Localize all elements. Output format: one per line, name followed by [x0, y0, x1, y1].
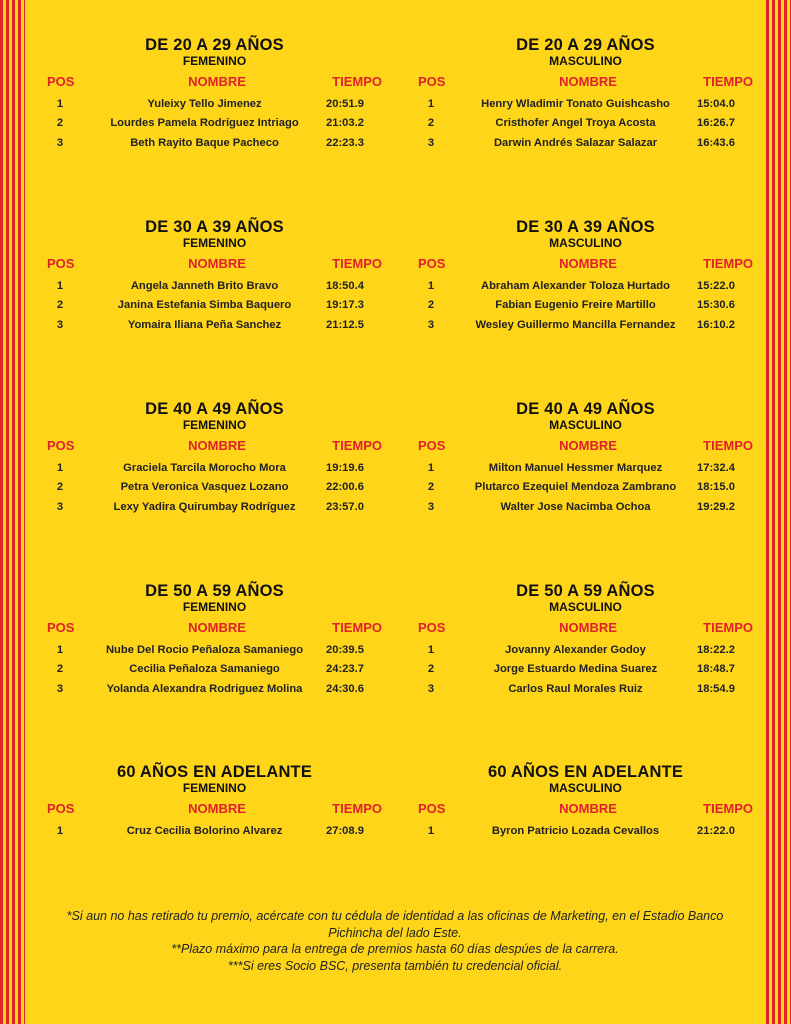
table-row: [418, 663, 753, 682]
header-tiempo: TIEMPO: [332, 438, 382, 453]
row-name: Cristhofer Angel Troya Acosta: [495, 117, 656, 130]
header-tiempo: TIEMPO: [703, 620, 753, 635]
header-pos: POS: [47, 74, 75, 89]
table-header: [47, 438, 382, 458]
row-pos: 3: [56, 500, 64, 513]
header-pos: POS: [418, 256, 446, 271]
group-subtitle: MASCULINO: [549, 781, 622, 795]
row-name: Nube Del Rocio Peñaloza Samaniego: [105, 644, 304, 656]
results-group: [47, 400, 382, 520]
header-pos: POS: [418, 438, 446, 453]
group-title: DE 40 A 49 AÑOS: [145, 400, 284, 418]
row-pos: 3: [56, 682, 64, 695]
results-group: [418, 36, 753, 156]
row-pos: 2: [56, 663, 64, 676]
table-row: [47, 644, 382, 663]
header-pos: POS: [418, 801, 446, 816]
group-title: DE 50 A 59 AÑOS: [145, 582, 284, 600]
row-pos: 3: [427, 500, 435, 513]
row-name: Plutarco Ezequiel Mendoza Zambrano: [474, 481, 677, 494]
header-tiempo: TIEMPO: [332, 256, 382, 271]
table-row: [418, 501, 753, 520]
row-time: 17:32.4: [697, 462, 735, 474]
row-name: Walter Jose Nacimba Ochoa: [500, 500, 651, 513]
table-header: [47, 620, 382, 640]
table-header: [418, 438, 753, 458]
table-row: [418, 319, 753, 338]
header-tiempo: TIEMPO: [332, 620, 382, 635]
table-header: [47, 256, 382, 276]
group-subtitle: MASCULINO: [549, 54, 622, 68]
header-nombre: NOMBRE: [188, 74, 246, 89]
table-row: [47, 299, 382, 318]
table-row: [47, 462, 382, 481]
table-header: [47, 74, 382, 94]
header-tiempo: TIEMPO: [703, 256, 753, 271]
row-pos: 2: [427, 481, 435, 494]
table-row: [47, 117, 382, 136]
row-name: Yuleixy Tello Jimenez: [147, 98, 262, 110]
row-pos: 1: [427, 644, 435, 656]
row-name: Jovanny Alexander Godoy: [505, 644, 646, 656]
row-name: Fabian Eugenio Freire Martillo: [495, 299, 656, 312]
row-time: 18:48.7: [697, 663, 735, 676]
row-name: Carlos Raul Morales Ruiz: [508, 682, 643, 695]
group-subtitle: FEMENINO: [182, 600, 247, 614]
footer-note-1: *Si aun no has retirado tu premio, acércate con tu cédula de identidad a las oficinas de Marketing, en el Estadio Banco Pichincha del lado Este.: [66, 909, 724, 940]
table-row: [418, 481, 753, 500]
row-name: Graciela Tarcila Morocho Mora: [123, 462, 286, 474]
row-name: Byron Patricio Lozada Cevallos: [491, 825, 660, 837]
group-subtitle: MASCULINO: [549, 418, 622, 432]
table-row: [418, 280, 753, 299]
row-time: 22:00.6: [326, 481, 364, 494]
row-pos: 1: [427, 280, 435, 292]
row-pos: 1: [427, 98, 435, 110]
header-nombre: NOMBRE: [559, 74, 617, 89]
row-time: 21:03.2: [326, 117, 364, 130]
group-title: DE 30 A 39 AÑOS: [516, 218, 655, 236]
row-name: Petra Veronica Vasquez Lozano: [120, 481, 289, 494]
row-pos: 1: [56, 280, 64, 292]
row-pos: 3: [56, 136, 64, 149]
header-tiempo: TIEMPO: [703, 801, 753, 816]
table-header: [418, 801, 753, 821]
row-time: 19:29.2: [697, 500, 735, 513]
row-time: 16:10.2: [697, 318, 735, 331]
header-tiempo: TIEMPO: [332, 801, 382, 816]
table-row: [47, 98, 382, 117]
table-header: [418, 256, 753, 276]
table-row: [47, 825, 382, 844]
row-time: 19:19.6: [326, 462, 364, 474]
row-pos: 3: [56, 318, 64, 331]
header-tiempo: TIEMPO: [703, 438, 753, 453]
row-time: 20:39.5: [326, 644, 364, 656]
row-pos: 2: [427, 663, 435, 676]
table-row: [47, 481, 382, 500]
row-time: 23:57.0: [326, 500, 364, 513]
row-name: Abraham Alexander Toloza Hurtado: [481, 280, 670, 292]
header-tiempo: TIEMPO: [332, 74, 382, 89]
row-time: 18:15.0: [697, 481, 735, 494]
results-group: [47, 763, 382, 844]
header-pos: POS: [47, 256, 75, 271]
group-title: 60 AÑOS EN ADELANTE: [116, 763, 313, 781]
group-title: DE 40 A 49 AÑOS: [516, 400, 655, 418]
row-pos: 1: [427, 462, 435, 474]
table-header: [418, 620, 753, 640]
group-subtitle: FEMENINO: [182, 54, 247, 68]
row-time: 19:17.3: [326, 299, 364, 312]
group-title: DE 30 A 39 AÑOS: [145, 218, 284, 236]
row-time: 24:23.7: [326, 663, 364, 676]
header-pos: POS: [47, 801, 75, 816]
row-pos: 3: [427, 136, 435, 149]
table-row: [47, 501, 382, 520]
row-name: Angela Janneth Brito Bravo: [130, 280, 279, 292]
header-pos: POS: [418, 74, 446, 89]
row-name: Henry Wladimir Tonato Guishcasho: [481, 98, 670, 110]
table-header: [418, 74, 753, 94]
row-pos: 2: [56, 117, 64, 130]
row-time: 21:12.5: [326, 318, 364, 331]
row-name: Darwin Andrés Salazar Salazar: [493, 136, 658, 149]
header-pos: POS: [418, 620, 446, 635]
results-group: [418, 763, 753, 844]
row-name: Jorge Estuardo Medina Suarez: [493, 663, 658, 676]
row-name: Lourdes Pamela Rodríguez Intriago: [110, 117, 299, 130]
row-time: 22:23.3: [326, 136, 364, 149]
table-row: [47, 683, 382, 702]
header-nombre: NOMBRE: [188, 801, 246, 816]
row-pos: 2: [427, 299, 435, 312]
results-group: [47, 218, 382, 338]
row-time: 16:26.7: [697, 117, 735, 130]
right-stripe-border: [766, 0, 791, 1024]
row-pos: 3: [427, 682, 435, 695]
row-time: 15:04.0: [697, 98, 735, 110]
row-time: 21:22.0: [697, 825, 735, 837]
row-name: Milton Manuel Hessmer Marquez: [488, 462, 663, 474]
row-name: Yomaira Iliana Peña Sanchez: [127, 318, 282, 331]
row-pos: 1: [56, 825, 64, 837]
group-subtitle: MASCULINO: [549, 236, 622, 250]
footer-notes: [60, 908, 730, 974]
row-time: 18:50.4: [326, 280, 364, 292]
results-group: [418, 582, 753, 702]
row-time: 24:30.6: [326, 682, 364, 695]
header-tiempo: TIEMPO: [703, 74, 753, 89]
header-nombre: NOMBRE: [559, 620, 617, 635]
group-title: DE 20 A 29 AÑOS: [145, 36, 284, 54]
group-subtitle: FEMENINO: [182, 781, 247, 795]
row-pos: 1: [427, 825, 435, 837]
row-time: 15:30.6: [697, 299, 735, 312]
row-name: Janina Estefania Simba Baquero: [117, 299, 292, 312]
header-nombre: NOMBRE: [559, 801, 617, 816]
table-row: [418, 683, 753, 702]
table-header: [47, 801, 382, 821]
footer-note-3: ***Si eres Socio BSC, presenta también tu credencial oficial.: [227, 958, 563, 973]
table-row: [47, 663, 382, 682]
results-group: [47, 582, 382, 702]
left-stripe-border: [0, 0, 25, 1024]
header-nombre: NOMBRE: [559, 438, 617, 453]
header-nombre: NOMBRE: [188, 438, 246, 453]
row-name: Wesley Guillermo Mancilla Fernandez: [475, 318, 676, 331]
row-pos: 1: [56, 462, 64, 474]
row-pos: 2: [427, 117, 435, 130]
header-pos: POS: [47, 438, 75, 453]
row-name: Cecilia Peñaloza Samaniego: [129, 663, 280, 676]
header-nombre: NOMBRE: [559, 256, 617, 271]
row-pos: 3: [427, 318, 435, 331]
group-title: 60 AÑOS EN ADELANTE: [487, 763, 684, 781]
results-group: [47, 36, 382, 156]
table-row: [418, 137, 753, 156]
table-row: [418, 644, 753, 663]
row-name: Lexy Yadira Quirumbay Rodríguez: [113, 500, 296, 513]
row-name: Yolanda Alexandra Rodriguez Molina: [106, 682, 303, 695]
header-nombre: NOMBRE: [188, 256, 246, 271]
table-row: [418, 117, 753, 136]
table-row: [418, 825, 753, 844]
table-row: [418, 462, 753, 481]
group-subtitle: FEMENINO: [182, 236, 247, 250]
table-row: [47, 137, 382, 156]
row-time: 27:08.9: [326, 825, 364, 837]
row-pos: 2: [56, 481, 64, 494]
table-row: [47, 319, 382, 338]
row-pos: 2: [56, 299, 64, 312]
row-time: 18:54.9: [697, 682, 735, 695]
group-title: DE 50 A 59 AÑOS: [516, 582, 655, 600]
table-row: [47, 280, 382, 299]
table-row: [418, 299, 753, 318]
row-pos: 1: [56, 644, 64, 656]
results-group: [418, 400, 753, 520]
row-time: 18:22.2: [697, 644, 735, 656]
results-group: [418, 218, 753, 338]
row-name: Beth Rayito Baque Pacheco: [130, 136, 279, 149]
header-nombre: NOMBRE: [188, 620, 246, 635]
group-title: DE 20 A 29 AÑOS: [516, 36, 655, 54]
row-name: Cruz Cecilia Bolorino Alvarez: [126, 825, 283, 837]
table-row: [418, 98, 753, 117]
group-subtitle: MASCULINO: [549, 600, 622, 614]
row-time: 15:22.0: [697, 280, 735, 292]
row-time: 20:51.9: [326, 98, 364, 110]
row-time: 16:43.6: [697, 136, 735, 149]
footer-note-2: **Plazo máximo para la entrega de premios hasta 60 días despúes de la carrera.: [171, 942, 619, 956]
row-pos: 1: [56, 98, 64, 110]
group-subtitle: FEMENINO: [182, 418, 247, 432]
header-pos: POS: [47, 620, 75, 635]
